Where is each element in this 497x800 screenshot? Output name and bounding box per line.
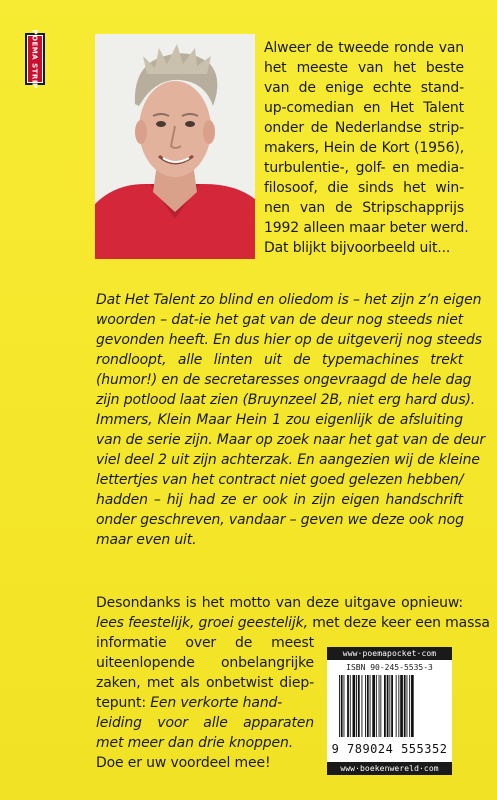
body-line: lettertjes van het contract niet goed gelezen hebben/ bbox=[96, 472, 464, 488]
intro-line: makers, Hein de Kort (1956), bbox=[264, 140, 464, 156]
barcode-bar bbox=[411, 675, 414, 737]
ean-number: 9 789024 555352 bbox=[331, 742, 448, 756]
body-paragraph bbox=[96, 290, 486, 550]
barcode-bar bbox=[400, 675, 403, 737]
barcode-bar bbox=[344, 675, 345, 737]
barcode-bar bbox=[396, 675, 397, 737]
intro-line: filosoof, die sinds het win- bbox=[264, 180, 464, 196]
intro-line: Dat blijkt bijvoorbeeld uit... bbox=[264, 240, 451, 256]
motto-line-text: informatie over de meest bbox=[96, 635, 314, 651]
motto-line bbox=[96, 633, 314, 653]
barcode-bar bbox=[376, 675, 377, 737]
body-line: (humor!) en de secretaresses ongevraagd de hele dag bbox=[96, 372, 472, 388]
body-line: woorden – dat-ie het gat van de deur nog steeds niet bbox=[96, 312, 463, 328]
motto-line bbox=[96, 613, 490, 633]
barcode-image bbox=[337, 675, 442, 737]
motto-line-rest: met deze keer een massa bbox=[307, 615, 490, 631]
motto-line bbox=[96, 713, 314, 733]
barcode-bar bbox=[387, 675, 389, 737]
motto-line-text: uiteenlopende onbelangrijke bbox=[96, 655, 314, 671]
body-line: viel deel 2 uit zijn achterzak. En aangezien wij de kleine bbox=[96, 452, 480, 468]
barcode-bar bbox=[380, 675, 381, 737]
motto-line: Desondanks is het motto van deze uitgave opnieuw: bbox=[96, 595, 463, 611]
motto-line bbox=[96, 733, 314, 753]
barcode-bar bbox=[350, 675, 351, 737]
intro-line: van de enige echte stand- bbox=[264, 80, 464, 96]
motto-slogan: lees feestelijk, groei geestelijk, bbox=[96, 615, 308, 631]
isbn-label: ISBN 90-245-5535-3 bbox=[346, 663, 433, 672]
barcode-bar bbox=[367, 675, 369, 737]
intro-line: up-comedian en Het Talent bbox=[264, 100, 464, 116]
motto-line: Doe er uw voordeel mee! bbox=[96, 755, 271, 771]
intro-line: Alweer de tweede ronde van bbox=[264, 40, 464, 56]
barcode-bar bbox=[379, 675, 380, 737]
intro-line: onder de Nederlandse strip- bbox=[264, 120, 464, 136]
barcode-bar bbox=[358, 675, 360, 737]
intro-line: 1992 alleen maar beter werd. bbox=[264, 220, 469, 236]
intro-text bbox=[264, 38, 469, 258]
barcode-bar bbox=[356, 675, 357, 737]
author-portrait-image bbox=[95, 34, 255, 259]
motto-line-italic: Een verkorte hand- bbox=[150, 695, 283, 711]
body-line: maar even uit. bbox=[96, 532, 197, 548]
barcode-bar bbox=[389, 675, 390, 737]
publisher-url-top: www·poemapocket·com bbox=[327, 647, 452, 660]
barcode-bar bbox=[404, 675, 406, 737]
body-line: hadden – hij had ze er ook in zijn eigen handschrift bbox=[96, 492, 463, 508]
barcode-bar bbox=[398, 675, 399, 737]
barcode-bar bbox=[362, 675, 363, 737]
motto-line bbox=[96, 693, 314, 713]
body-line: Dat Het Talent zo blind en oliedom is – het zijn z’n eigen bbox=[96, 292, 482, 308]
barcode-bar bbox=[353, 675, 356, 737]
body-line: Immers, Klein Maar Hein 1 zou eigenlijk de afsluiting bbox=[96, 412, 463, 428]
motto-line-text: zaken, met als onbetwist diep- bbox=[96, 675, 314, 691]
body-line: gevonden heeft. En dus hier op de uitgeverij nog steeds bbox=[96, 332, 482, 348]
motto-line-prefix: tepunt: bbox=[96, 695, 151, 711]
barcode-panel bbox=[327, 647, 452, 775]
barcode-bar bbox=[407, 675, 408, 737]
publisher-logo-badge bbox=[28, 29, 42, 89]
publisher-logo-text: POEMA STRIP bbox=[31, 29, 39, 89]
motto-line bbox=[96, 653, 314, 673]
author-photo bbox=[95, 34, 255, 259]
barcode-bar bbox=[384, 675, 386, 737]
body-line: rondloopt, alle linten uit de typemachines trekt bbox=[96, 352, 463, 368]
motto-line bbox=[96, 673, 314, 693]
motto-line-italic: met meer dan drie knoppen. bbox=[96, 735, 294, 751]
body-line: onder geschreven, vandaar – geven we deze ook nog bbox=[96, 512, 464, 528]
barcode-bar bbox=[365, 675, 366, 737]
intro-line: nen van de Stripschapprijs bbox=[264, 200, 464, 216]
publisher-logo bbox=[25, 29, 45, 89]
barcode-bar bbox=[341, 675, 343, 737]
barcode-bar bbox=[370, 675, 371, 737]
body-line: van de serie zijn. Maar op zoek naar het gat van de deur bbox=[96, 432, 486, 448]
barcode-bar bbox=[339, 675, 340, 737]
body-line: zijn potlood laat zien (Bruynzeel 2B, niet erg hard dus). bbox=[96, 392, 476, 408]
barcode-bar bbox=[347, 675, 349, 737]
barcode-bar bbox=[391, 675, 393, 737]
barcode-bar bbox=[409, 675, 410, 737]
intro-line: turbulentie-, golf- en media- bbox=[264, 160, 464, 176]
barcode-bar bbox=[372, 675, 375, 737]
publisher-url-bottom: www·boekenwereld·com bbox=[327, 762, 452, 775]
intro-line: het meeste van het beste bbox=[264, 60, 464, 76]
motto-line-italic: leiding voor alle apparaten bbox=[96, 715, 314, 731]
